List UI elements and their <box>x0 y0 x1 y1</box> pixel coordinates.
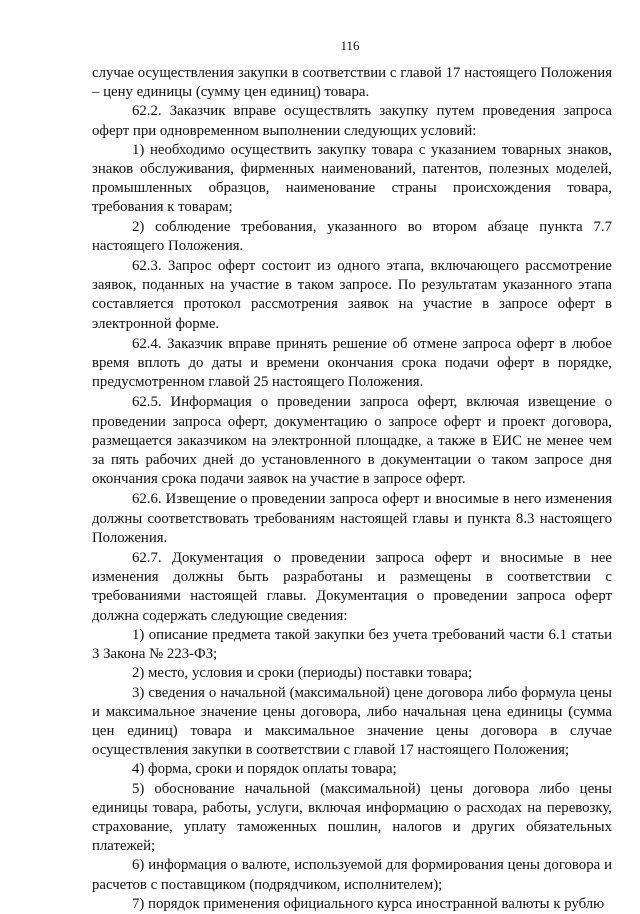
paragraph-62-6: 62.6. Извещение о проведении запроса оферт и вносимые в него изменения должны соответствовать требованиям настоящей главы и пункта 8.3 настоящего Положения. <box>92 491 612 546</box>
paragraph-62-3: 62.3. Запрос оферт состоит из одного этапа, включающего рассмотрение заявок, поданных на участие в таком запросе. По результатам указанного этапа составляется протокол рассмотрения заявок на участие в запросе оферт в электронной форме. <box>92 258 612 332</box>
list-item-7: 7) порядок применения официального курса иностранной валюты к рублю <box>132 895 605 912</box>
list-item-4: 4) форма, сроки и порядок оплаты товара; <box>132 761 397 778</box>
list-item-3: 3) сведения о начальной (максимальной) цене договора либо формула цены и максимальное значение цены договора, либо начальная цена единицы (сумма цен единиц) товара и максимальное значение цены договора в случае осуществления закупки в соответствии с главой 17 настоящего Положения; <box>92 684 612 759</box>
list-item-2: 2) соблюдение требования, указанного во втором абзаце пункта 7.7 настоящего Положения. <box>92 218 612 254</box>
list-item-1: 1) необходимо осуществить закупку товара с указанием товарных знаков, знаков обслуживания, фирменных наименований, патентов, полезных моделей, промышленных образцов, наименование страны происхождения товара, требования к товарам; <box>92 141 612 216</box>
list-item-6: 6) информация о валюте, используемой для формирования цены договора и расчетов с поставщиком (подрядчиком, исполнителем); <box>92 857 612 893</box>
list-item-5: 5) обоснование начальной (максимальной) цены договора либо цены единицы товара, работы, услуги, включая информацию о расходах на перевозку, страхование, уплату таможенных пошлин, налогов и других обязательных платежей; <box>92 780 612 855</box>
paragraph-62-2: 62.2. Заказчик вправе осуществлять закупку путем проведения запроса оферт при одновременном выполнении следующих условий: <box>92 103 612 139</box>
paragraph-continuation: случае осуществления закупки в соответствии с главой 17 настоящего Положения – цену единицы (сумму цен единиц) товара. <box>92 65 612 101</box>
paragraph-62-5: 62.5. Информация о проведении запроса оферт, включая извещение о проведении запроса оферт, документацию о запросе оферт и проект договора, размещается заказчиком на электронной площадке, а также в ЕИС не менее чем за пять рабочих дней до установленного в документации о таком запросе дня окончания срока подачи заявок на участие в запросе оферт. <box>92 394 612 488</box>
list-item-1: 1) описание предмета такой закупки без учета требований части 6.1 статьи 3 Закона № 223-ФЗ; <box>92 626 612 663</box>
list-item-2: 2) место, условия и сроки (периоды) поставки товара; <box>132 665 473 682</box>
paragraph-62-4: 62.4. Заказчик вправе принять решение об отмене запроса оферт в любое время вплоть до даты и времени окончания срока подачи оферт в порядке, предусмотренном главой 25 настоящего Положения. <box>92 335 612 391</box>
paragraph-62-7: 62.7. Документация о проведении запроса оферт и вносимые в нее изменения должны быть разработаны и размещены в соответствии с требованиями настоящей главы. Документация о проведении запроса оферт должна содержать следующие сведения: <box>92 550 612 624</box>
page-number: 116 <box>340 38 360 53</box>
